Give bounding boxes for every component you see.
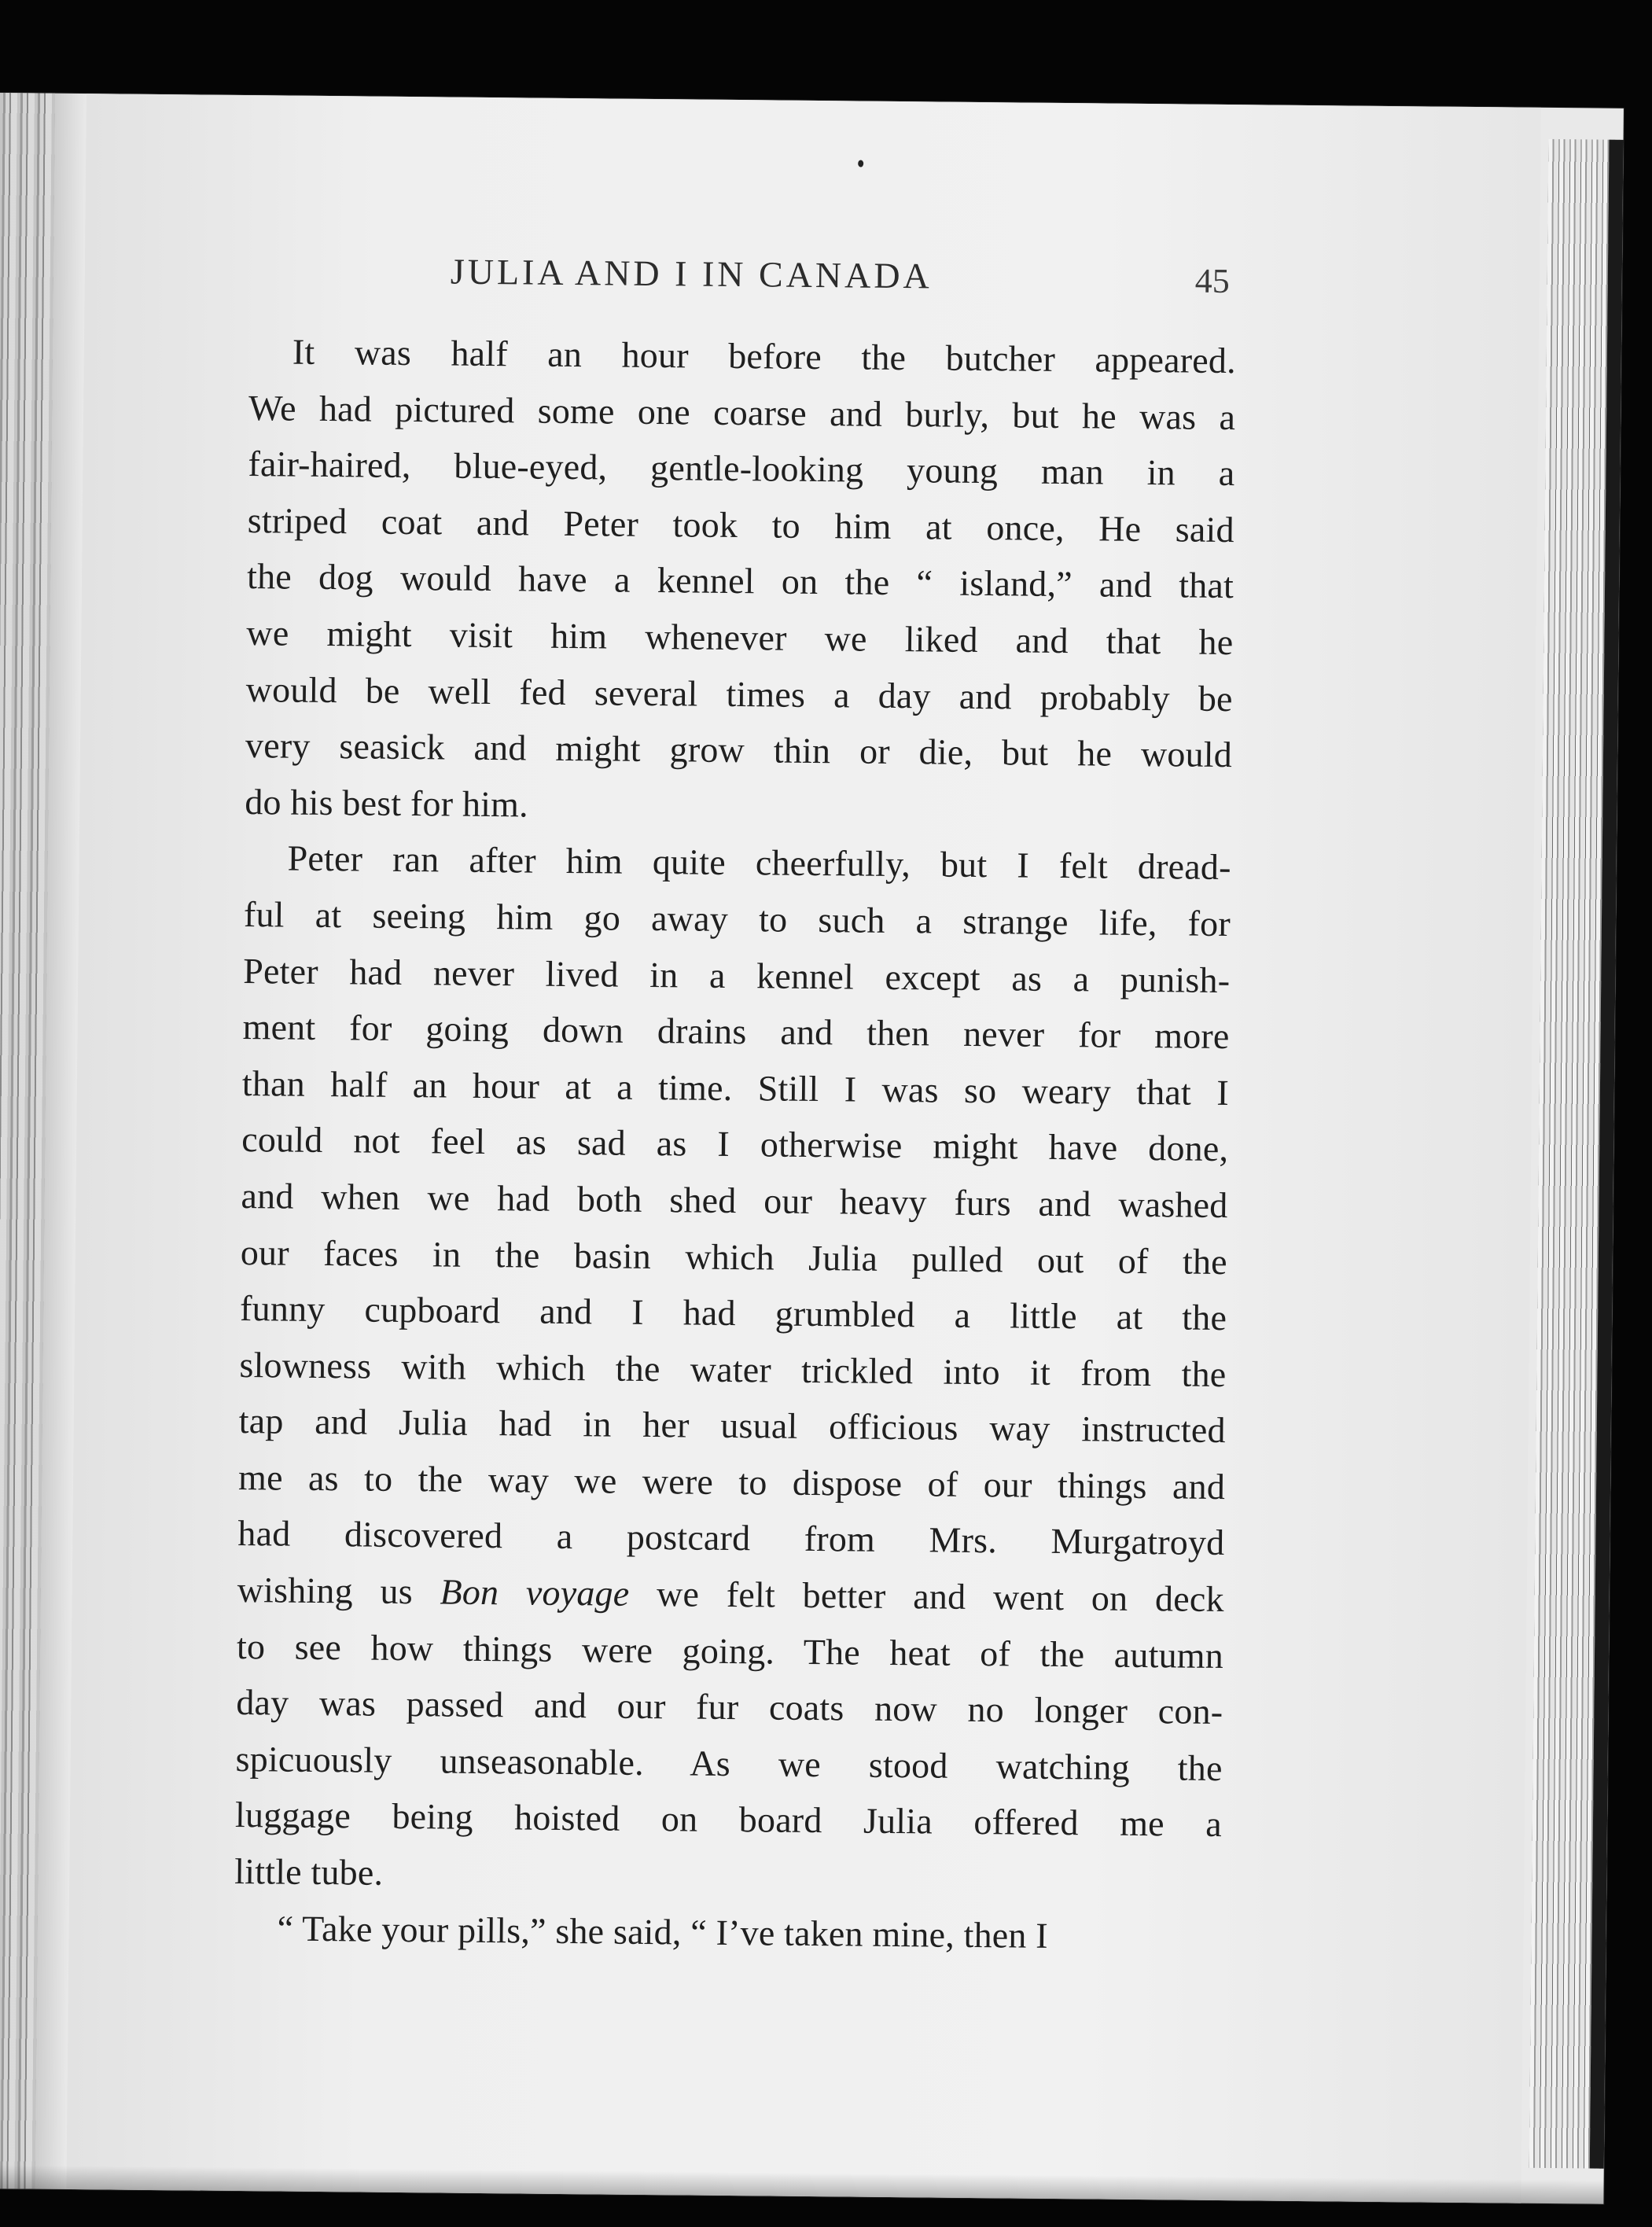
- text-line: me as to the way we were to dispose of our things and: [237, 1456, 1226, 1507]
- text-line: little tube.: [234, 1851, 384, 1893]
- text-line: very seasick and might grow thin or die, but he would: [245, 725, 1233, 775]
- text-line: Peter had never lived in a kennel except as a punish-: [243, 950, 1231, 1000]
- text-line: had discovered a postcard from Mrs. Murgatroyd: [237, 1513, 1225, 1563]
- text-line: [237, 1562, 1224, 1628]
- text-run: we felt better and went on deck: [629, 1573, 1224, 1620]
- page-paper: [66, 94, 1540, 2203]
- text-line: than half an hour at a time. Still I was so weary that I: [241, 1062, 1230, 1113]
- body-text: [234, 323, 1236, 1965]
- text-line: do his best for him.: [245, 781, 529, 825]
- text-line: spicuously unseasonable. As we stood watching the: [235, 1738, 1223, 1788]
- text-line: “ Take your pills,” she said, “ I’ve taken mine, then I: [277, 1908, 1049, 1956]
- text-line: fair-haired, blue-eyed, gentle-looking young man in a: [248, 444, 1235, 494]
- text-line: ment for going down drains and then never for more: [242, 1007, 1230, 1057]
- italic-phrase: Bon voyage: [440, 1571, 630, 1614]
- text-line: day was passed and our fur coats now no longer con-: [236, 1682, 1223, 1732]
- text-line: luggage being hoisted on board Julia offered me a: [234, 1794, 1223, 1845]
- text-line: the dog would have a kennel on the “ island,” and that: [246, 556, 1234, 606]
- text-line: It was half an hour before the butcher appeared.: [292, 331, 1237, 381]
- ink-speck: [858, 160, 863, 167]
- book-page: [0, 93, 1624, 2204]
- text-run: wishing us: [237, 1570, 440, 1612]
- text-line: slowness with which the water trickled into it from the: [239, 1344, 1227, 1394]
- text-line: could not feel as sad as I otherwise might have done,: [241, 1119, 1229, 1169]
- text-line: and when we had both shed our heavy furs and washed: [241, 1175, 1228, 1225]
- text-line: We had pictured some one coarse and burly, but he was a: [248, 387, 1236, 437]
- running-head: [85, 247, 1540, 308]
- text-line: would be well fed several times a day and probably be: [245, 668, 1233, 719]
- text-line: we might visit him whenever we liked and that he: [246, 613, 1234, 663]
- text-line: Peter ran after him quite cheerfully, but I felt dread-: [287, 837, 1231, 888]
- text-line: tap and Julia had in her usual officious way instructed: [238, 1401, 1226, 1451]
- text-line: ful at seeing him go away to such a strange life, for: [243, 893, 1231, 944]
- page-number: 45: [1194, 261, 1231, 301]
- text-line: funny cupboard and I had grumbled a little at the: [239, 1288, 1227, 1338]
- running-title: JULIA AND I IN CANADA: [450, 251, 933, 296]
- text-line: our faces in the basin which Julia pulled out of the: [240, 1231, 1228, 1282]
- text-line: to see how things were going. The heat of the autumn: [236, 1625, 1224, 1676]
- text-line: striped coat and Peter took to him at once, He said: [247, 499, 1234, 550]
